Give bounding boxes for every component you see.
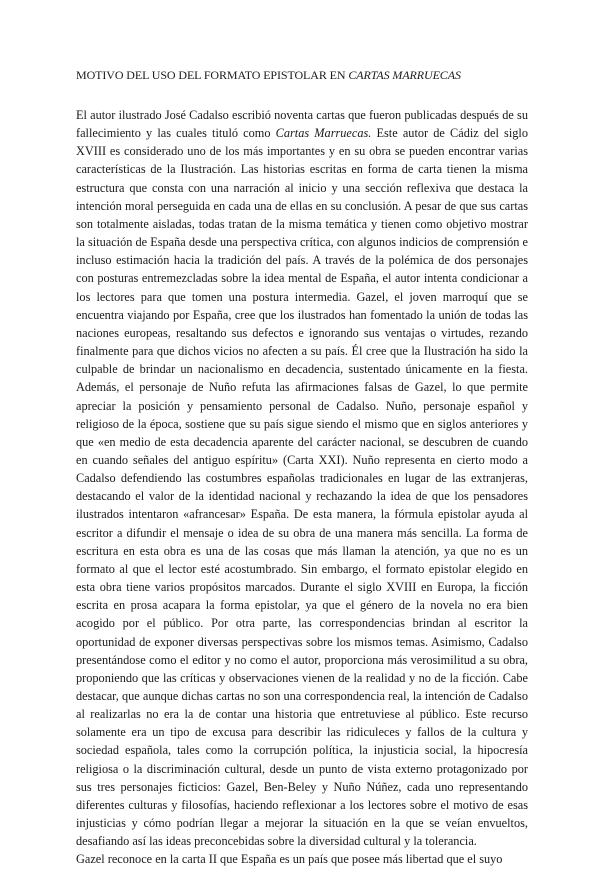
title-italic-work: CARTAS MARRUECAS bbox=[348, 68, 461, 82]
paragraph-2: Gazel reconoce en la carta II que España es un país que posee más libertad que el suyo bbox=[76, 852, 503, 867]
document-body bbox=[76, 106, 528, 869]
title-text: MOTIVO DEL USO DEL FORMATO EPISTOLAR EN bbox=[76, 68, 349, 82]
paragraph-1-body: Este autor de Cádiz del siglo XVIII es considerado uno de los más importantes y en su obra se pueden encontrar varias características de la Ilustración. Las historias escritas en forma de carta tienen la misma estructura que consta con una narración al inicio y una sección reflexiva que destaca la intención moral perseguida en cada una de ellas en su conclusión. A pesar de que sus cartas son totalmente aisladas, todas tratan de la misma temática y tienen como objetivo mostrar la situación de España desde una perspectiva crítica, con algunos indicios de comprensión e incluso estimación hacia la tradición del país. A través de la polémica de dos personajes con posturas entremezcladas sobre la idea mental de España, el autor intenta condicionar a los lectores para que tomen una postura intermedia. Gazel, el joven marroquí que se encuentra viajando por España, cree que los ilustrados han fomentado la unión de todas las naciones europeas, resaltando sus defectos e ignorando sus ventajas o virtudes, rezando finalmente para que dichos vicios no afecten a su país. Él cree que la Ilustración ha sido la culpable de brindar un nacionalismo en decadencia, sustentado únicamente en la fiesta. Además, el personaje de Nuño refuta las afirmaciones falsas de Gazel, lo que permite apreciar la posición y pensamiento personal de Cadalso. Nuño, personaje español y religioso de la época, sostiene que su país sigue siendo el mismo que en siglos anteriores y que «en medio de esta decadencia aparente del carácter nacional, se descubren de cuando en cuando señales del antiguo espíritu» (Carta XXI). Nuño representa en cierto modo a Cadalso defendiendo las costumbres españolas tradicionales en lugar de las extranjeras, destacando el valor de la identidad nacional y rechazando la idea de que los pensadores ilustrados intentaron «afrancesar» España. De esta manera, la fórmula epistolar ayuda al escritor a difundir el mensaje o idea de su obra de una manera más sencilla. La forma de escritura en esta obra es una de las cosas que más llaman la atención, ya que no es un formato al que el lector esté acostumbrado. Sin embargo, el formato epistolar elegido en esta obra tiene varios propósitos marcados. Durante el siglo XVIII en Europa, la ficción escrita en prosa acapara la forma epistolar, ya que el género de la novela no era bien acogido por el público. Por otra parte, las correspondencias brindan al escritor la oportunidad de exponer diversas perspectivas sobre los mismos temas. Asimismo, Cadalso presentándose como el editor y no como el autor, proporciona más verosimilitud a su obra, proponiendo que las críticas y observaciones vienen de la realidad y no de la ficción. Cabe destacar, que aunque dichas cartas no son una correspondencia real, la intención de Cadalso al realizarlas no era la de contar una historia que entretuviese al público. Este recurso solamente era un tipo de excusa para describir las ridiculeces y fallos de la cultura y sociedad española, tales como la corrupción política, la injusticia social, la hipocresía religiosa o la discriminación cultural, desde un punto de vista externo protagonizado por sus tres personajes ficticios: Gazel, Ben-Beley y Nuño Núñez, cada uno representando diferentes culturas y filosofías, haciendo reflexionar a los lectores sobre el motivo de esas injusticias y cómo podrían llegar a mejorar la situación en la que se veían envueltos, desafiando así las ideas preconcebidas sobre la diversidad cultural y la tolerancia. bbox=[76, 126, 528, 849]
document-title bbox=[76, 67, 461, 83]
paragraph-1-intro: El autor ilustrado José Cadalso escribió noventa cartas que fueron publicadas después de su fallecimiento y las cuales tituló como bbox=[76, 108, 528, 141]
paragraph-1-work-title: Cartas Marruecas. bbox=[275, 126, 372, 141]
paragraph-1 bbox=[76, 106, 528, 850]
